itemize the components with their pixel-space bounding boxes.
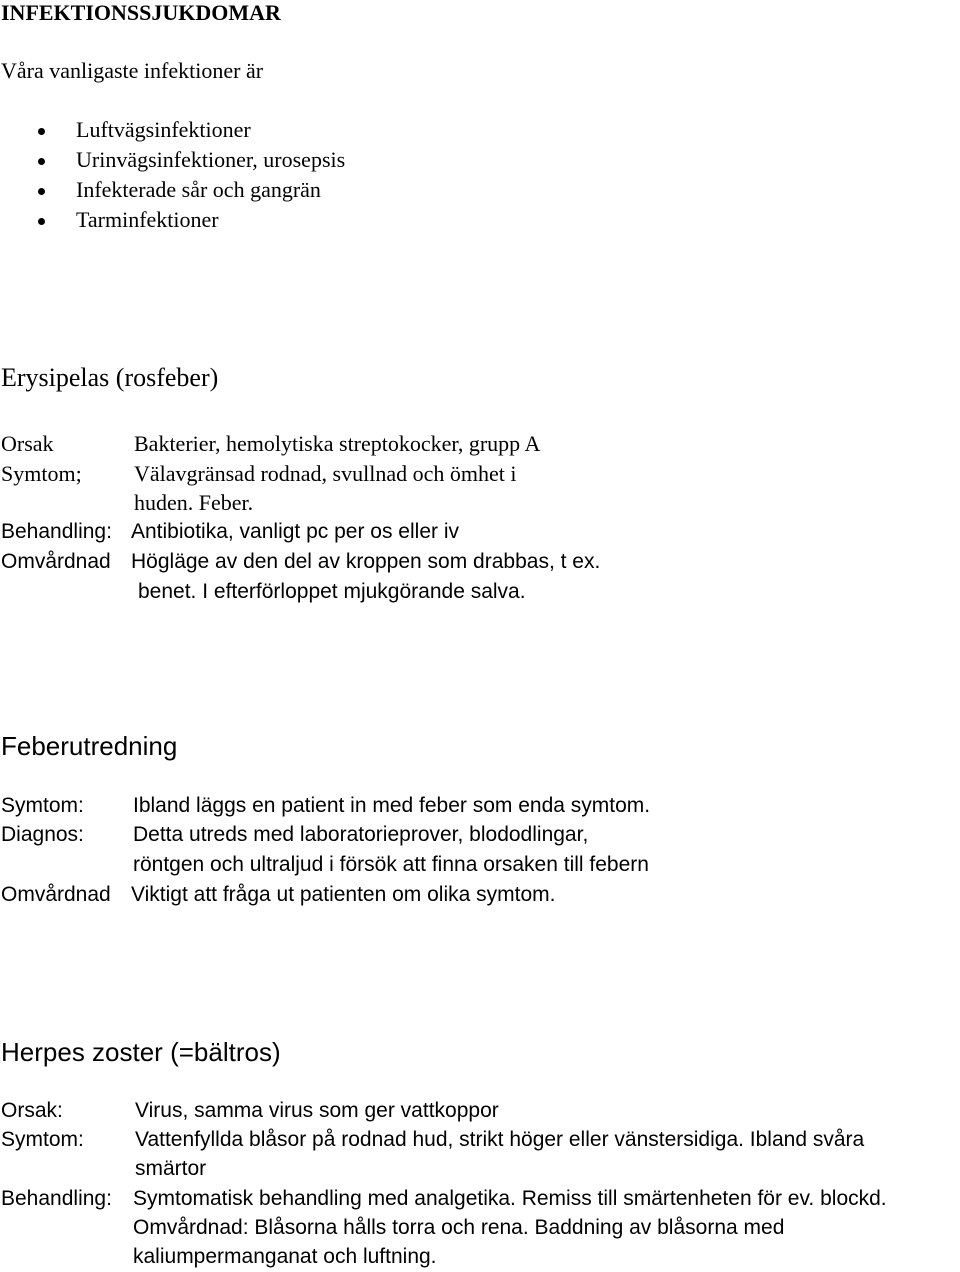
care-value: Omvårdnad: Blåsorna hålls torra och rena. Baddning av blåsorna med [133, 1216, 785, 1239]
symptom-value: Vattenfyllda blåsor på rodnad hud, strikt höger eller vänstersidiga. Ibland svåra [135, 1128, 865, 1151]
care-value-cont: kaliumpermanganat och luftning. [133, 1245, 437, 1268]
section-heading: Erysipelas (rosfeber) [1, 363, 219, 392]
symptom-label: Symtom; [1, 461, 82, 486]
section-heading: Feberutredning [1, 731, 178, 761]
care-label: Omvårdnad [1, 550, 111, 573]
section-heading: Herpes zoster (=bältros) [1, 1037, 281, 1067]
treatment-label: Behandling: [1, 520, 112, 543]
diagnosis-value-cont: röntgen och ultraljud i försök att finna orsaken till febern [133, 853, 649, 876]
list-item: Tarminfektioner [76, 207, 219, 232]
cause-value: Bakterier, hemolytiska streptokocker, grupp A [134, 431, 541, 456]
bullet-icon [38, 158, 45, 165]
care-value: Högläge av den del av kroppen som drabbas, t ex. [131, 550, 601, 573]
treatment-label: Behandling: [1, 1187, 112, 1210]
symptom-label: Symtom: [1, 1128, 84, 1151]
list-item: Urinvägsinfektioner, urosepsis [76, 147, 346, 172]
treatment-value: Symtomatisk behandling med analgetika. Remiss till smärtenheten för ev. blockd. [133, 1187, 887, 1210]
symptom-value-cont: huden. Feber. [134, 490, 254, 515]
diagnosis-value: Detta utreds med laboratorieprover, blododlingar, [133, 823, 589, 846]
symptom-value-cont: smärtor [135, 1157, 207, 1180]
document-title: INFEKTIONSSJUKDOMAR [1, 0, 281, 25]
list-item: Luftvägsinfektioner [76, 117, 251, 142]
bullet-icon [38, 128, 45, 135]
list-item: Infekterade sår och gangrän [76, 177, 321, 202]
treatment-value: Antibiotika, vanligt pc per os eller iv [131, 520, 459, 543]
care-label: Omvårdnad [1, 883, 111, 906]
symptom-label: Symtom: [1, 794, 84, 817]
care-value-cont: benet. I efterförloppet mjukgörande salva. [138, 580, 526, 603]
intro-text: Våra vanligaste infektioner är [1, 58, 264, 83]
cause-value: Virus, samma virus som ger vattkoppor [135, 1099, 499, 1122]
symptom-value: Välavgränsad rodnad, svullnad och ömhet i [134, 461, 517, 486]
cause-label: Orsak: [1, 1099, 63, 1122]
bullet-icon [38, 188, 45, 195]
diagnosis-label: Diagnos: [1, 823, 84, 846]
care-value: Viktigt att fråga ut patienten om olika symtom. [131, 883, 556, 906]
cause-label: Orsak [1, 431, 54, 456]
bullet-icon [38, 218, 45, 225]
symptom-value: Ibland läggs en patient in med feber som enda symtom. [133, 794, 651, 817]
